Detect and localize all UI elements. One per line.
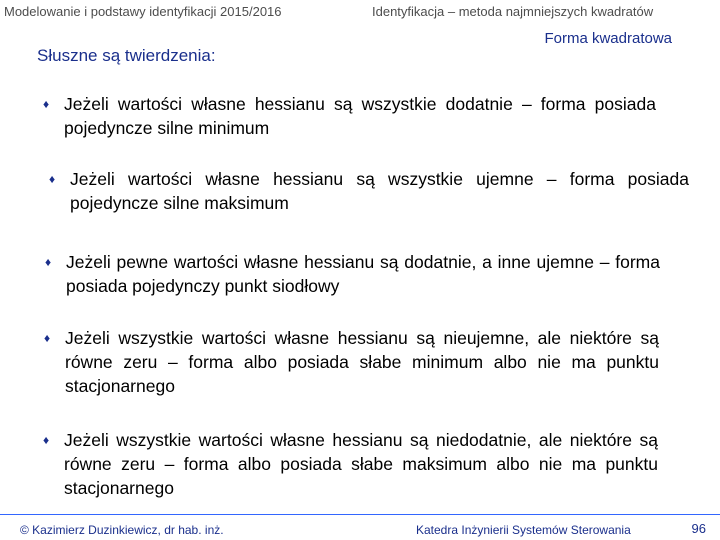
page-number: 96 [691,521,706,536]
bullet-item [44,326,659,398]
diamond-bullet-icon: ♦ [49,172,56,186]
section-title: Forma kwadratowa [544,30,672,47]
bullet-item [45,250,660,298]
diamond-bullet-icon: ♦ [43,433,50,447]
diamond-bullet-icon: ♦ [45,255,52,269]
slide-heading: Słuszne są twierdzenia: [37,46,216,65]
bullet-item [49,167,689,215]
bullet-text: Jeżeli wszystkie wartości własne hessianu są niedodatnie, ale niektóre są równe zeru – forma albo posiada słabe maksimum albo nie ma punktu stacjonarnego [64,430,658,498]
header-course-title: Modelowanie i podstawy identyfikacji 2015/2016 [4,4,282,19]
bullet-item [43,92,656,140]
footer-author: © Kazimierz Duzinkiewicz, dr hab. inż. [20,523,224,537]
footer-department: Katedra Inżynierii Systemów Sterowania [416,523,631,537]
bullet-item [43,428,658,500]
header-topic-title: Identyfikacja – metoda najmniejszych kwadratów [372,4,654,19]
bullet-text: Jeżeli wartości własne hessianu są wszystkie dodatnie – forma posiada pojedyncze silne minimum [64,94,656,138]
bullet-text: Jeżeli wartości własne hessianu są wszystkie ujemne – forma posiada pojedyncze silne maksimum [70,169,689,213]
bullet-text: Jeżeli wszystkie wartości własne hessianu są nieujemne, ale niektóre są równe zeru – forma albo posiada słabe minimum albo nie ma punktu stacjonarnego [65,328,659,396]
bullet-text: Jeżeli pewne wartości własne hessianu są dodatnie, a inne ujemne – forma posiada pojedynczy punkt siodłowy [66,252,660,296]
footer-divider [0,514,720,515]
diamond-bullet-icon: ♦ [43,97,50,111]
diamond-bullet-icon: ♦ [44,331,51,345]
